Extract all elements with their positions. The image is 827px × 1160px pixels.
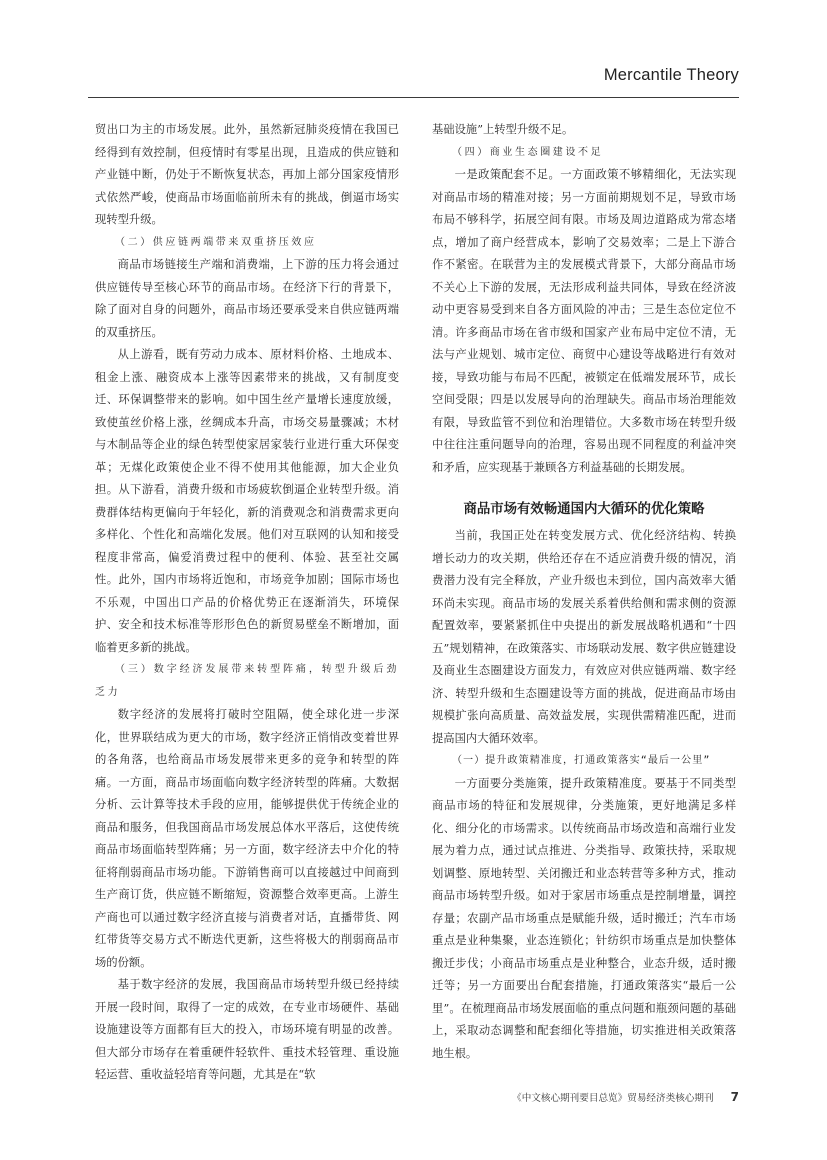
left-column xyxy=(95,119,399,1087)
subheading: （四）商业生态圈建设不足 xyxy=(452,146,604,158)
paragraph: 基于数字经济的发展，我国商品市场转型升级已经持续开展一段时间，取得了一定的成效，在专业市场硬件、基础设施建设等方面都有巨大的投入，市场环境有明显的改善。但大部分市场存在着重硬件轻软件、重技术轻管理、重设施轻运营、重收益轻培育等问题，尤其是在“软 xyxy=(95,978,399,1081)
paragraph: 商品市场链接生产端和消费端，上下游的压力将会通过供应链传导至核心环节的商品市场。在经济下行的背景下，除了面对自身的问题外，商品市场还要承受来自供应链两端的双重挤压。 xyxy=(95,258,399,339)
page-number: 7 xyxy=(730,1090,739,1104)
subheading: （三）数字经济发展带来转型阵痛，转型升级后劲乏力 xyxy=(95,664,399,698)
subheading: （二）供应链两端带来双重挤压效应 xyxy=(115,236,317,248)
header-divider xyxy=(88,97,739,98)
subheading: （一）提升政策精准度，打通政策落实“最后一公里” xyxy=(452,755,711,766)
journal-title: Mercantile Theory xyxy=(603,66,739,84)
right-column xyxy=(432,119,736,1065)
paragraph: 基础设施”上转型升级不足。 xyxy=(432,123,574,136)
paragraph: 一方面要分类施策，提升政策精准度。要基于不同类型商品市场的特征和发展规律，分类施策，更好地满足多样化、细分化的市场需求。以传统商品市场改造和高端行业发展为着力点，通过试点推进、分类指导、政策扶持，采取规划调整、原地转型、关闭搬迁和业态转营等多种方式，推动商品市场转型升级。如对于家居市场重点是控制增量，调控存量；农副产品市场重点是赋能升级，适时搬迁；汽车市场重点是业种集聚，业态连锁化；针纺织市场重点是加快整体搬迁步伐；小商品市场重点是业种整合，业态升级，适时搬迁等；另一方面要出台配套措施，打通政策落实“最后一公里”。在梳理商品市场发展面临的重点问题和瓶颈问题的基础上，采取动态调整和配套细化等措施，切实推进相关政策落地生根。 xyxy=(432,776,736,1060)
paragraph: 数字经济的发展将打破时空阻隔，使全球化进一步深化，世界联结成为更大的市场，数字经济正悄悄改变着世界的各角落，也给商品市场发展带来更多的竞争和转型的阵痛。一方面，商品市场面临向数字经济转型的阵痛。大数据分析、云计算等技术手段的应用，能够提供优于传统企业的商品和服务，但我国商品市场发展总体水平落后，这使传统商品市场面临转型阵痛；另一方面，数字经济去中介化的特征将削弱商品市场功能。下游销售商可以直接越过中间商到生产商订货，供应链不断缩短，资源整合效率更高。上游生产商也可以通过数字经济直接与消费者对话，直播带货、网红带货等交易方式不断迭代更新，这些将极大的削弱商品市场的份额。 xyxy=(95,708,399,969)
paragraph: 从上游看，既有劳动力成本、原材料价格、土地成本、租金上涨、融资成本上涨等因素带来的挑战，又有制度变迁、环保调整带来的影响。如中国生丝产量增长速度放缓，致使茧丝价格上涨，丝绸成本升高，市场交易量骤减；木材与木制品等企业的绿色转型使家居家装行业进行重大环保变革；无煤化政策使企业不得不使用其他能源，加大企业负担。从下游看，消费升级和市场疲软倒逼企业转型升级。消费群体结构更偏向于年轻化，新的消费观念和消费需求更向多样化、个性化和高端化发展。他们对互联网的认知和接受程度非常高，偏爱消费过程中的便利、体验、甚至社交属性。此外，国内市场将近饱和，市场竞争加剧；国际市场也不乐观，中国出口产品的价格优势正在逐渐消失，环境保护、安全和技术标准等形形色色的新贸易壁垒不断增加，面临着更多新的挑战。 xyxy=(95,348,399,654)
paragraph: 一是政策配套不足。一方面政策不够精细化，无法实现对商品市场的精准对接；另一方面前期规划不足，导致市场布局不够科学，拓展空间有限。市场及周边道路成为常态堵点，增加了商户经营成本，影响了交易效率；二是上下游合作不紧密。在联营为主的发展模式背景下，大部分商品市场不关心上下游的发展，无法形成利益共同体，导致在经济波动中更容易受到来自各方面风险的冲击；三是生态位定位不清。许多商品市场在省市级和国家产业布局中定位不清，无法与产业规划、城市定位、商贸中心建设等战略进行有效对接，导致功能与布局不匹配，被锁定在低端发展环节，成长空间受限；四是以发展导向的治理缺失。商品市场治理能效有限，导致监管不到位和治理错位。大多数市场在转型升级中往往注重问题导向的治理，容易出现不同程度的利益冲突和矛盾，应实现基于兼顾各方利益基础的长期发展。 xyxy=(432,168,736,474)
page-footer xyxy=(512,1090,739,1104)
section-title: 商品市场有效畅通国内大循环的优化策略 xyxy=(463,502,705,517)
footer-journal-name: 《中文核心期刊要目总览》贸易经济类核心期刊 xyxy=(512,1093,714,1104)
paragraph: 贸出口为主的市场发展。此外，虽然新冠肺炎疫情在我国已经得到有效控制，但疫情时有零星出现，且造成的供应链和产业链中断，仍处于不断恢复状态，再加上部分国家疫情形式依然严峻，使商品市场面临前所未有的挑战，倒逼市场实现转型升级。 xyxy=(95,123,399,226)
paragraph: 当前，我国正处在转变发展方式、优化经济结构、转换增长动力的攻关期，供给还存在不适应消费升级的情况，消费潜力没有完全释放，产业升级也未到位，国内高效率大循环尚未实现。商品市场的发展关系着供给侧和需求侧的资源配置效率，要紧紧抓住中央提出的新发展战略机遇和“十四五”规划精神，在政策落实、市场联动发展、数字供应链建设及商业生态圈建设方面发力，有效应对供应链两端、数字经济、转型升级和生态圈建设等方面的挑战，促进商品市场由规模扩张向高质量、高效益发展，实现供需精准匹配，进而提高国内大循环效率。 xyxy=(432,529,736,745)
